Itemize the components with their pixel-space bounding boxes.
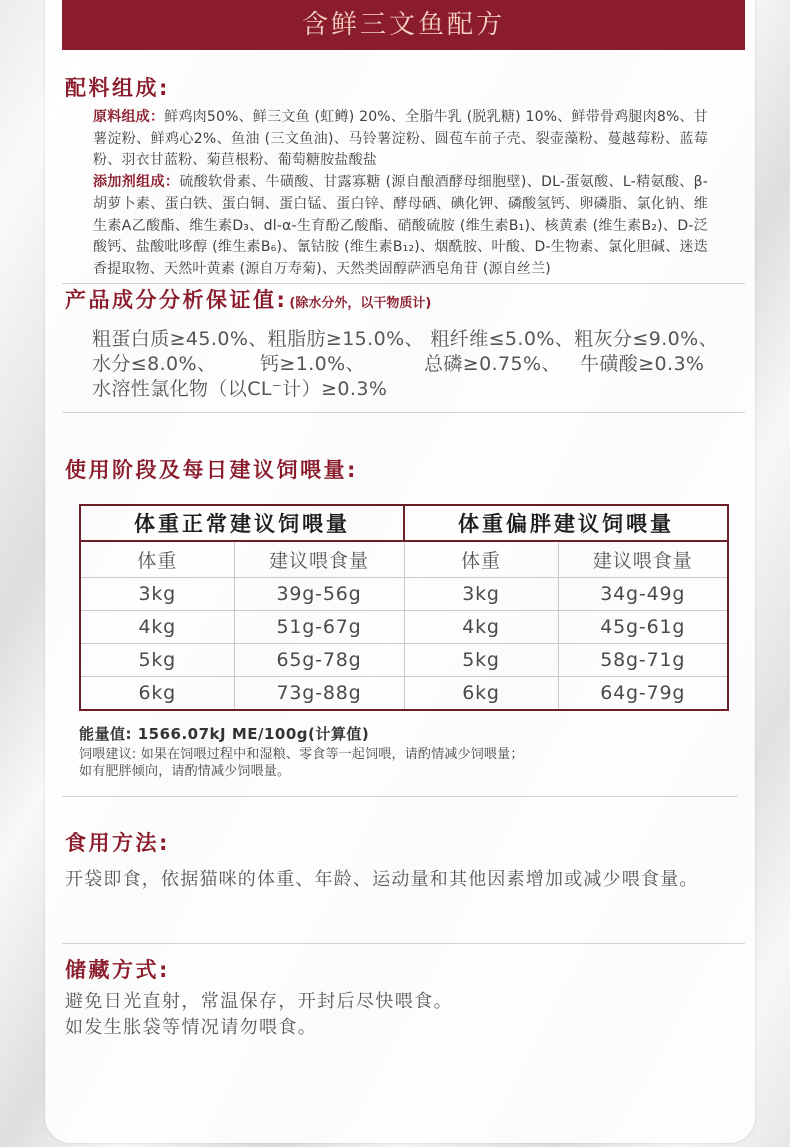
analysis-line-3: 水溶性氯化物（以CL⁻计）≥0.3%: [92, 378, 388, 400]
table-cell: 64g-79g: [558, 677, 728, 711]
section-divider: [62, 943, 745, 944]
column-header-weight: 体重: [80, 541, 234, 578]
feeding-advice-line: 如有肥胖倾向，请酌情减少饲喂量。: [79, 764, 291, 779]
ingredients-section: [93, 107, 708, 281]
feeding-advice-line: 饲喂建议: 如果在饲喂过程中和湿粮、零食等一起饲喂，请酌情减少饲喂量；: [79, 747, 524, 762]
table-column-header-row: [80, 541, 728, 578]
table-cell: 73g-88g: [234, 677, 404, 711]
table-row: [80, 677, 728, 711]
table-cell: 5kg: [404, 644, 558, 677]
feeding-table: [79, 504, 729, 711]
table-cell: 4kg: [80, 611, 234, 644]
table-cell: 3kg: [80, 578, 234, 611]
analysis-line-1: 粗蛋白质≥45.0%、粗脂肪≥15.0%、 粗纤维≤5.0%、粗灰分≤9.0%、: [92, 328, 718, 350]
page-title: 含鲜三文鱼配方: [301, 10, 505, 40]
column-header-amount: 建议喂食量: [558, 541, 728, 578]
section-divider: [62, 283, 745, 284]
feeding-advice: [79, 746, 524, 780]
raw-ingredients-text: 鲜鸡肉50%、鲜三文鱼 (虹鳟) 20%、全脂牛乳 (脱乳糖) 10%、鲜带骨鸡腿肉8%、甘薯淀粉、鲜鸡心2%、鱼油 (三文鱼油)、马铃薯淀粉、圆苞车前子壳、裂壶藻粉、蔓越莓粉、蓝莓粉、羽衣甘蓝粉、菊苣根粉、葡萄糖胺盐酸盐: [93, 109, 708, 169]
analysis-heading-row: [65, 288, 431, 316]
overweight-header: 体重偏胖建议饲喂量: [404, 505, 728, 541]
table-group-header-row: [80, 505, 728, 541]
analysis-item-phosphorus: 总磷≥0.75%、: [424, 353, 561, 375]
table-cell: 6kg: [80, 677, 234, 711]
table-cell: 4kg: [404, 611, 558, 644]
feeding-heading: 使用阶段及每日建议饲喂量:: [65, 458, 358, 482]
usage-heading: 食用方法:: [65, 831, 170, 855]
table-row: [80, 611, 728, 644]
column-header-amount: 建议喂食量: [234, 541, 404, 578]
storage-line: 如发生胀袋等情况请勿喂食。: [65, 1017, 318, 1038]
section-divider: [62, 412, 745, 413]
table-cell: 58g-71g: [558, 644, 728, 677]
column-header-weight: 体重: [404, 541, 558, 578]
analysis-item-taurine: 牛磺酸≥0.3%: [580, 353, 705, 375]
normal-weight-header: 体重正常建议饲喂量: [80, 505, 404, 541]
table-cell: 6kg: [404, 677, 558, 711]
table-cell: 45g-61g: [558, 611, 728, 644]
additive-ingredients: [93, 172, 708, 281]
table-cell: 51g-67g: [234, 611, 404, 644]
analysis-heading: 产品成分分析保证值:: [65, 288, 288, 312]
table-row: [80, 578, 728, 611]
analysis-note: (除水分外，以干物质计): [289, 296, 432, 311]
analysis-line-2: [92, 352, 737, 377]
table-cell: 3kg: [404, 578, 558, 611]
table-cell: 5kg: [80, 644, 234, 677]
energy-value: 能量值: 1566.07kJ ME/100g(计算值): [79, 725, 370, 743]
usage-text: 开袋即食，依据猫咪的体重、年龄、运动量和其他因素增加或减少喂食量。: [65, 869, 699, 890]
header-bar: [62, 0, 745, 50]
table-cell: 39g-56g: [234, 578, 404, 611]
additive-ingredients-label: 添加剂组成：: [93, 174, 180, 191]
section-divider: [62, 796, 738, 797]
additive-ingredients-text: 硫酸软骨素、牛磺酸、甘露寡糖 (源自酿酒酵母细胞壁)、DL-蛋氨酸、L-精氨酸、β-胡萝卜素、蛋白铁、蛋白铜、蛋白锰、蛋白锌、酵母硒、碘化钾、磷酸氢钙、卵磷脂、氯化钠、维生素A乙酸酯、维生素D₃、dl-α-生育酚乙酸酯、硝酸硫胺 (维生素B₁)、核黄素 (维生素B₂)、D-泛酸钙、盐酸吡哆醇 (维生素B₆)、氰钴胺 (维生素B₁₂)、烟酰胺、叶酸、D-生物素、氯化胆碱、迷迭香提取物、天然叶黄素 (源自万寿菊)、天然类固醇萨洒皂角苷 (源自丝兰): [93, 174, 709, 277]
analysis-item-moisture: 水分≤8.0%、: [92, 353, 217, 375]
analysis-item-calcium: 钙≥1.0%、: [260, 353, 365, 375]
storage-text: [65, 989, 745, 1041]
table-cell: 65g-78g: [234, 644, 404, 677]
table-row: [80, 644, 728, 677]
ingredients-heading: 配料组成:: [65, 76, 170, 100]
raw-ingredients-label: 原料组成：: [93, 109, 165, 125]
analysis-values: [92, 327, 737, 402]
table-cell: 34g-49g: [558, 578, 728, 611]
raw-ingredients: [93, 107, 708, 172]
storage-heading: 储藏方式:: [65, 958, 170, 982]
storage-line: 避免日光直射，常温保存，开封后尽快喂食。: [65, 991, 453, 1012]
